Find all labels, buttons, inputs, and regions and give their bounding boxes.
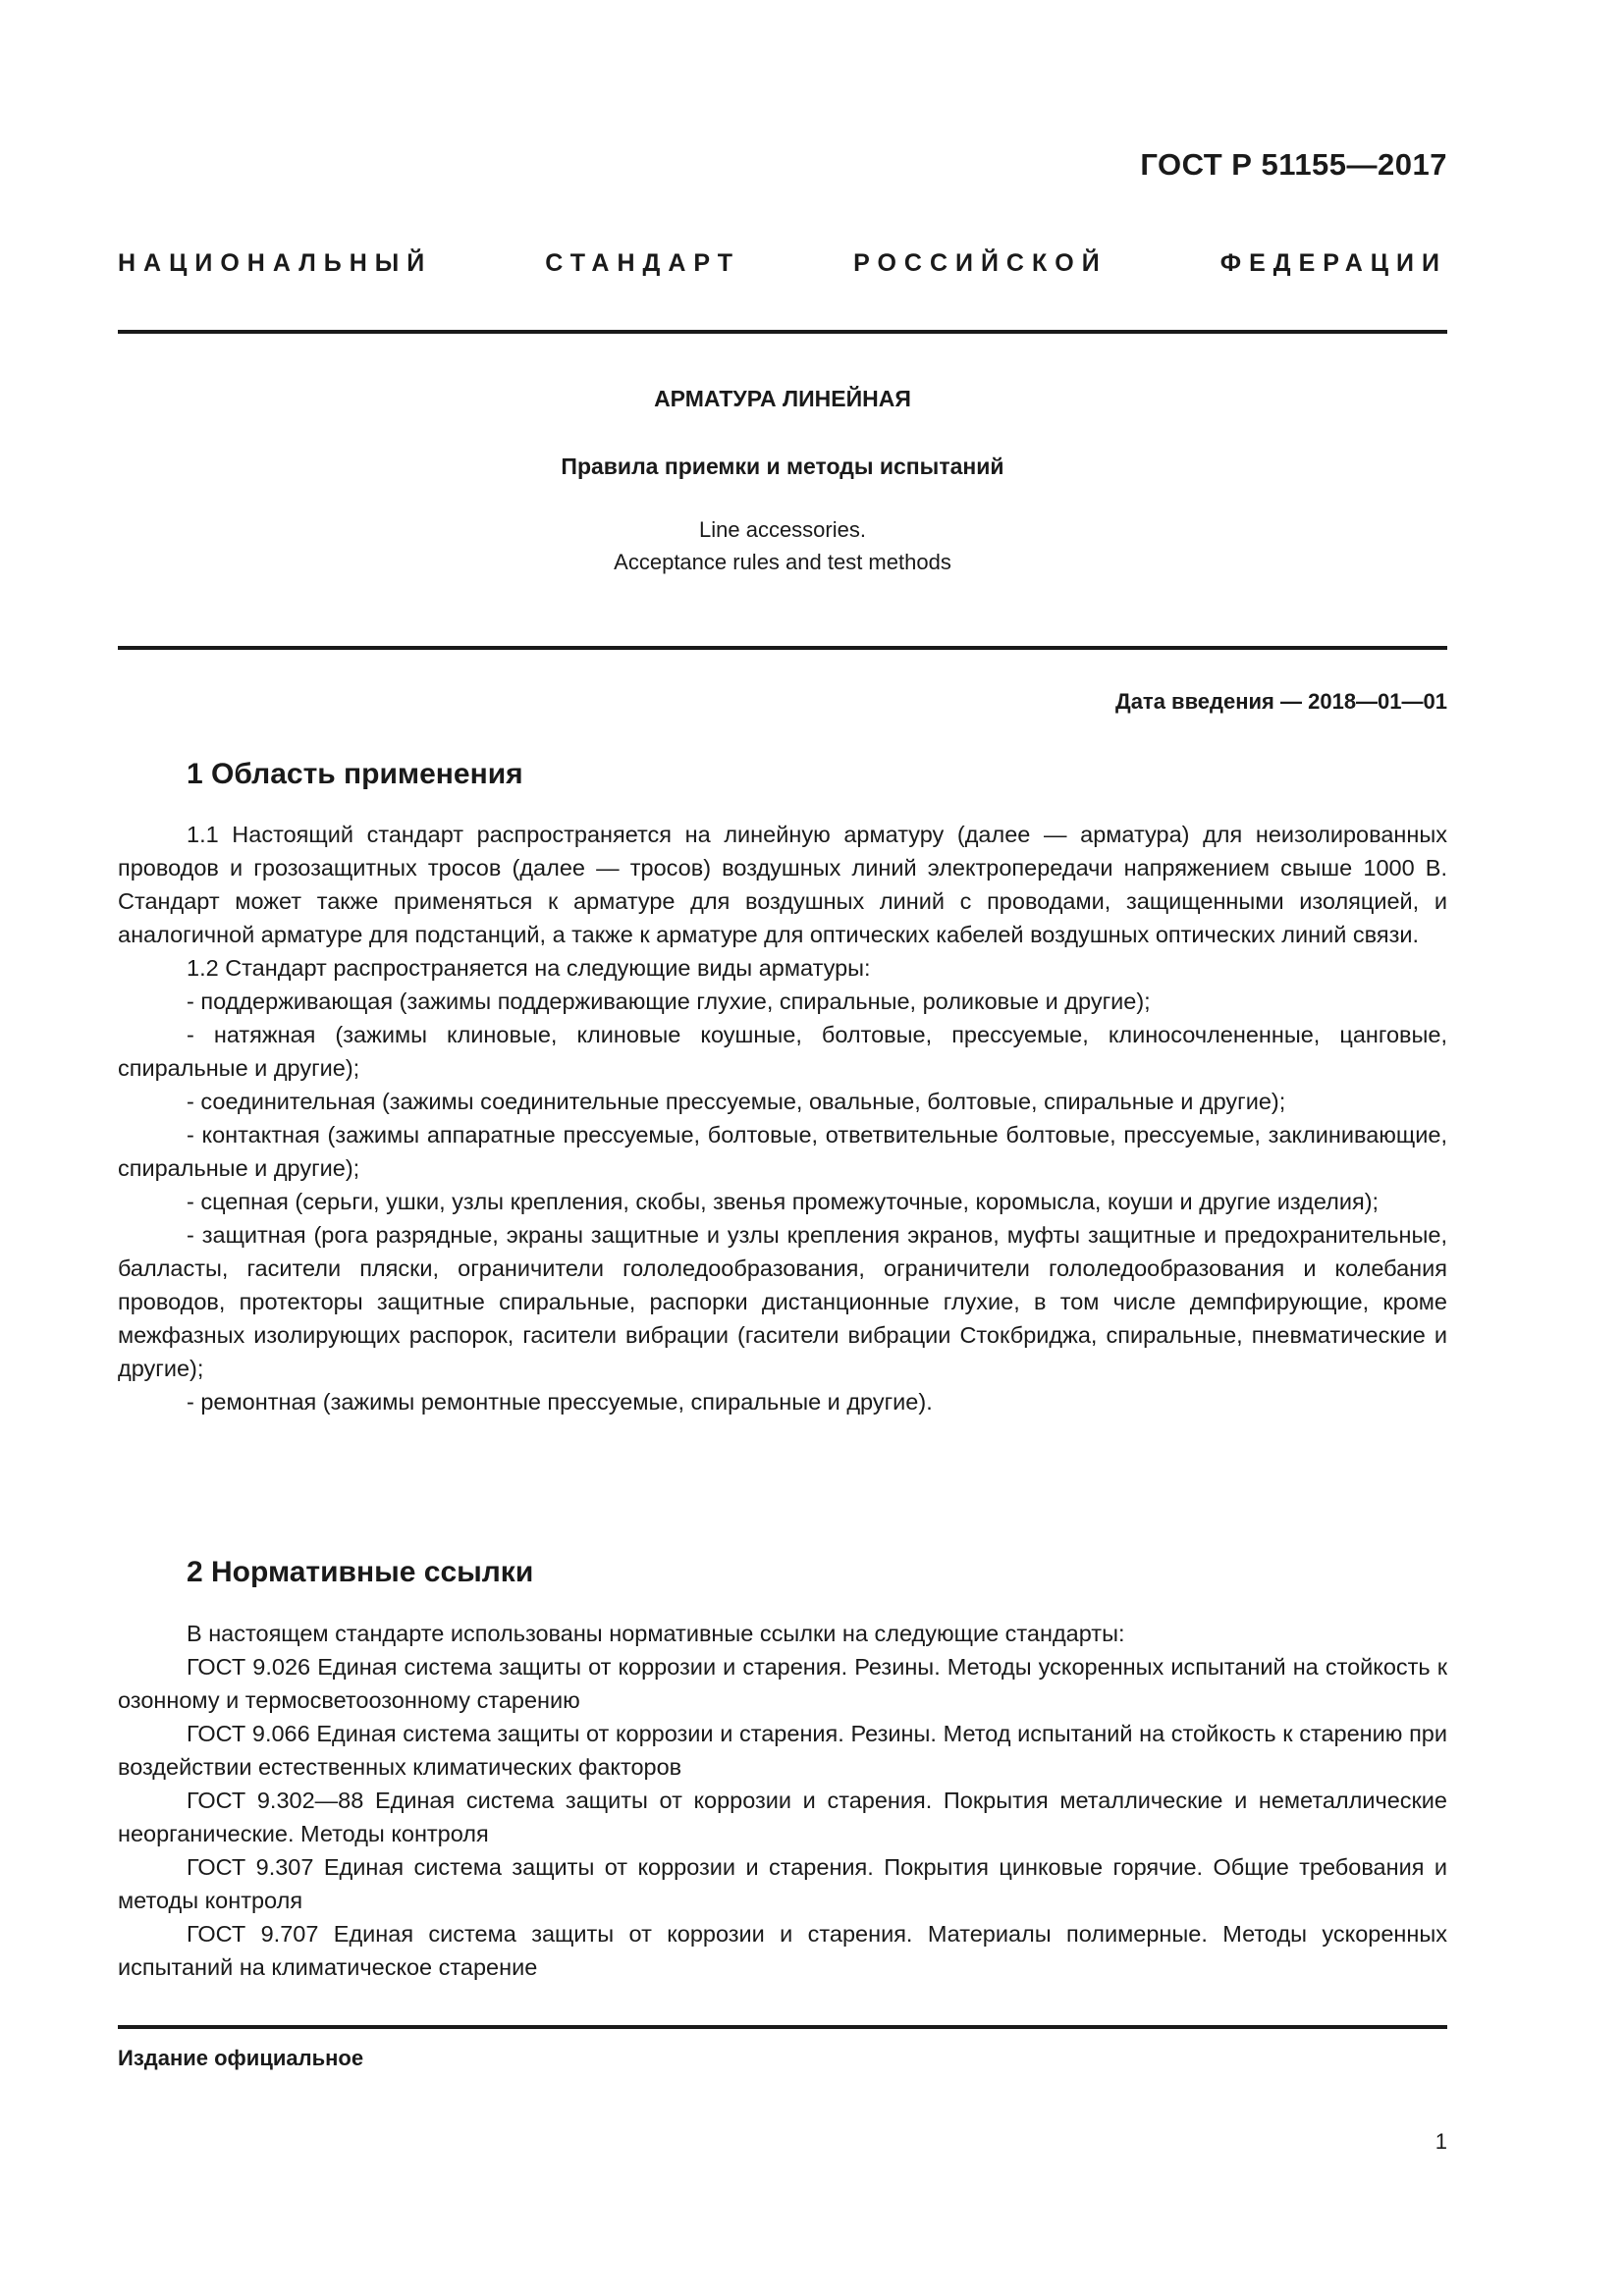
list-item: - контактная (зажимы аппаратные прессуемые, болтовые, ответвительные болтовые, прессуемые, заклинивающие, спиральные и другие); bbox=[118, 1122, 1447, 1181]
section-body-scope bbox=[118, 818, 1447, 1418]
footer-divider bbox=[118, 2025, 1447, 2029]
section-heading-references: 2 Нормативные ссылки bbox=[187, 1556, 534, 1588]
banner-word: НАЦИОНАЛЬНЫЙ bbox=[118, 249, 433, 277]
reference-item: ГОСТ 9.707 Единая система защиты от коррозии и старения. Материалы полимерные. Методы ускоренных испытаний на климатическое старение bbox=[118, 1921, 1447, 1980]
list-item: - соединительная (зажимы соединительные прессуемые, овальные, болтовые, спиральные и другие); bbox=[187, 1089, 1286, 1114]
introduction-date: Дата введения — 2018—01—01 bbox=[1115, 689, 1447, 714]
reference-item: ГОСТ 9.302—88 Единая система защиты от коррозии и старения. Покрытия металлические и неметаллические неорганические. Методы контроля bbox=[118, 1788, 1447, 1846]
document-subtitle: Правила приемки и методы испытаний bbox=[561, 454, 1004, 479]
paragraph: 1.1 Настоящий стандарт распространяется на линейную арматуру (далее — арматура) для неизолированных проводов и грозозащитных тросов (далее — тросов) воздушных линий электропередачи напряжением свыше 1000 В. Стандарт может также применяться к арматуре для воздушных линий с проводами, защищенными изоляцией, и аналогичной арматуре для подстанций, а также к арматуре для оптических кабелей воздушных оптических линий связи. bbox=[118, 822, 1447, 947]
english-title bbox=[118, 513, 1447, 578]
list-item: - поддерживающая (зажимы поддерживающие глухие, спиральные, роликовые и другие); bbox=[187, 988, 1151, 1014]
reference-item: ГОСТ 9.026 Единая система защиты от коррозии и старения. Резины. Методы ускоренных испытаний на стойкость к озонному и термосветоозонному старению bbox=[118, 1654, 1447, 1713]
english-title-line: Acceptance rules and test methods bbox=[614, 550, 951, 574]
official-edition-label: Издание официальное bbox=[118, 2046, 364, 2070]
banner-word: СТАНДАРТ bbox=[545, 249, 741, 277]
banner-word: ФЕДЕРАЦИИ bbox=[1219, 249, 1447, 277]
reference-item: ГОСТ 9.066 Единая система защиты от коррозии и старения. Резины. Метод испытаний на стойкость к старению при воздействии естественных климатических факторов bbox=[118, 1721, 1447, 1780]
standard-code: ГОСТ Р 51155—2017 bbox=[1140, 147, 1447, 182]
title-divider bbox=[118, 646, 1447, 650]
list-item: - ремонтная (зажимы ремонтные прессуемые, спиральные и другие). bbox=[187, 1389, 933, 1415]
english-title-line: Line accessories. bbox=[699, 517, 866, 542]
banner-word: РОССИЙСКОЙ bbox=[853, 249, 1108, 277]
section-body-references bbox=[118, 1617, 1447, 1984]
list-item: - сцепная (серьги, ушки, узлы крепления, скобы, звенья промежуточные, коромысла, коуши и другие изделия); bbox=[187, 1189, 1380, 1214]
list-item: - защитная (рога разрядные, экраны защитные и узлы крепления экранов, муфты защитные и предохранительные, балласты, гасители пляски, ограничители гололедообразования, ограничители гололедообразования и колебания проводов, протекторы защитные спиральные, распорки дистанционные глухие, в том числе демпфирующие, кроме межфазных изолирующих распорок, гасители вибрации (гасители вибрации Стокбриджа, спиральные, пневматические и другие); bbox=[118, 1222, 1447, 1381]
paragraph: В настоящем стандарте использованы нормативные ссылки на следующие стандарты: bbox=[187, 1621, 1125, 1646]
page-number: 1 bbox=[1435, 2129, 1447, 2154]
list-item: - натяжная (зажимы клиновые, клиновые коушные, болтовые, прессуемые, клиносочлененные, цанговые, спиральные и другие); bbox=[118, 1022, 1447, 1081]
top-divider bbox=[118, 330, 1447, 334]
section-heading-scope: 1 Область применения bbox=[187, 758, 523, 790]
paragraph: 1.2 Стандарт распространяется на следующие виды арматуры: bbox=[187, 955, 871, 981]
national-standard-banner bbox=[118, 249, 1447, 278]
document-page bbox=[118, 0, 1447, 2296]
reference-item: ГОСТ 9.307 Единая система защиты от коррозии и старения. Покрытия цинковые горячие. Общие требования и методы контроля bbox=[118, 1854, 1447, 1913]
document-title: АРМАТУРА ЛИНЕЙНАЯ bbox=[654, 386, 911, 411]
